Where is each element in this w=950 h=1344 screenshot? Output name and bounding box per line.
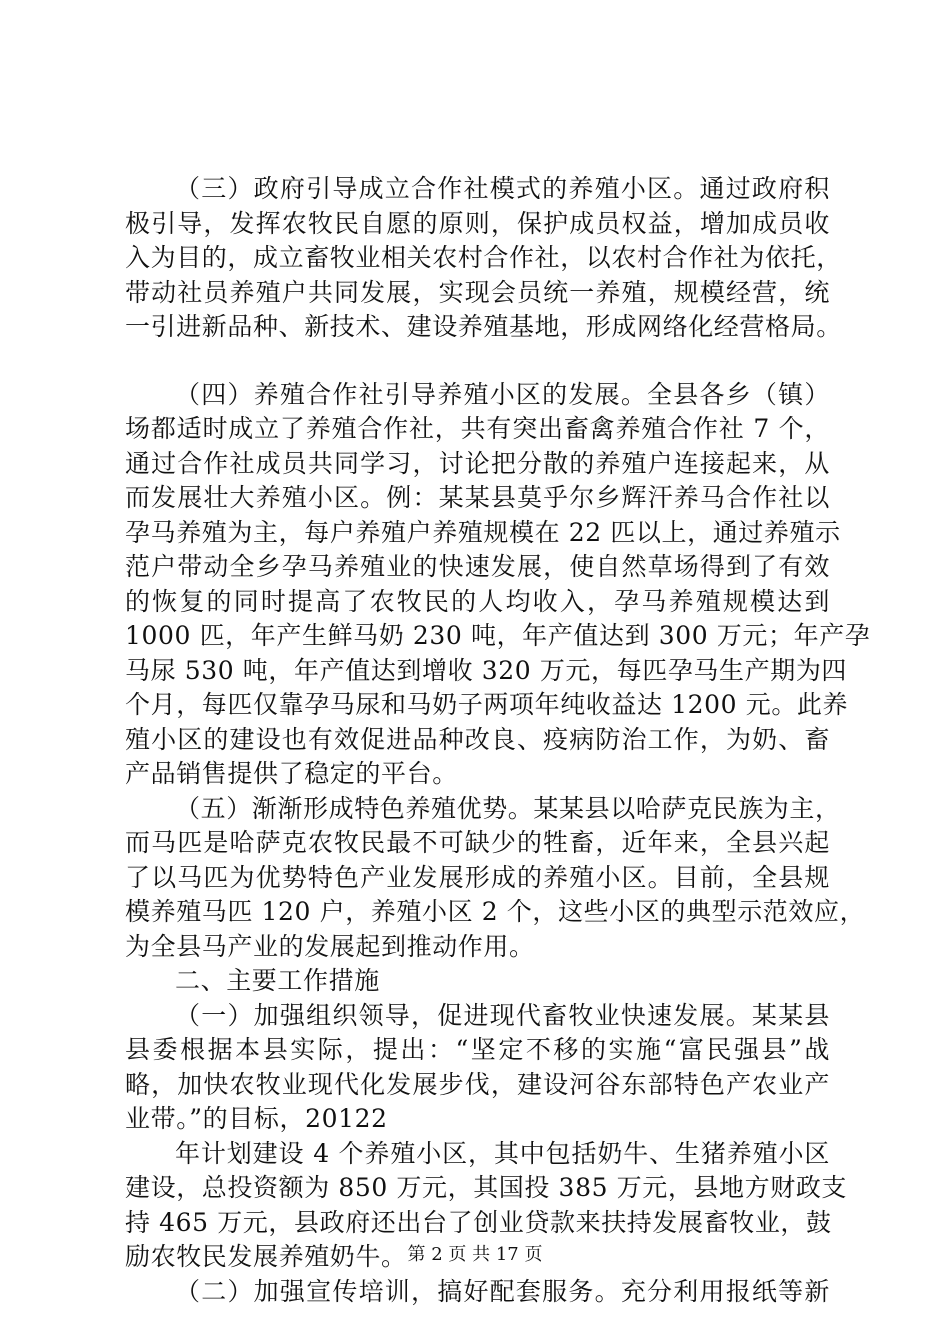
text-line: 模养殖马匹 120 户，养殖小区 2 个，这些小区的典型示范效应，: [125, 897, 866, 926]
text-line: 了以马匹为优势特色产业发展形成的养殖小区。目前，全县规: [125, 862, 830, 892]
text-line: 马尿 530 吨，年产值达到增收 320 万元，每匹孕马生产期为四: [125, 655, 848, 685]
text-line: 略，加快农牧业现代化发展步伐，建设河谷东部特色产农业产: [125, 1069, 830, 1099]
text-line: 入为目的，成立畜牧业相关农村合作社，以农村合作社为依托，: [125, 243, 842, 272]
text-line: 业带。”的目标，20122: [125, 1104, 388, 1133]
text-line: 而马匹是哈萨克农牧民最不可缺少的牲畜，近年来，全县兴起: [125, 828, 830, 857]
text-line: 的恢复的同时提高了农牧民的人均收入，孕马养殖规模达到: [125, 586, 830, 616]
page-footer: 第 2 页 共 17 页: [407, 1244, 543, 1265]
text-line: （二）加强宣传培训，搞好配套服务。充分利用报纸等新: [175, 1276, 830, 1306]
text-line: 一引进新品种、新技术、建设养殖基地，形成网络化经营格局。: [125, 312, 842, 341]
paragraph-gap: [125, 345, 830, 378]
paragraph-section-3: [125, 172, 842, 345]
text-line: 个月，每匹仅靠孕马尿和马奶子两项年纯收益达 1200 元。此养: [125, 690, 849, 719]
paragraph-measure-2: [125, 1275, 830, 1310]
text-line: 通过合作社成员共同学习，讨论把分散的养殖户连接起来，从: [125, 448, 830, 478]
section-heading: 二、主要工作措施: [175, 966, 380, 995]
text-line: （四）养殖合作社引导养殖小区的发展。全县各乡（镇）: [175, 379, 830, 409]
paragraph-measure-1: [125, 999, 830, 1137]
text-line: 为全县马产业的发展起到推动作用。: [125, 931, 535, 961]
document-body: [125, 172, 871, 1309]
text-line: 带动社员养殖户共同发展，实现会员统一养殖，规模经营，统: [125, 277, 830, 307]
text-line: 县委根据本县实际，提出：“坚定不移的实施“富民强县”战: [125, 1035, 830, 1064]
text-line: 孕马养殖为主，每户养殖户养殖规模在 22 匹以上，通过养殖示: [125, 517, 841, 547]
text-line: 极引导，发挥农牧民自愿的原则，保护成员权益，增加成员收: [125, 208, 830, 238]
text-line: （三）政府引导成立合作社模式的养殖小区。通过政府积: [175, 174, 830, 203]
text-line: 场都适时成立了养殖合作社，共有突出畜禽养殖合作社 7 个，: [125, 414, 830, 443]
text-line: 建设，总投资额为 850 万元，其国投 385 万元，县地方财政支: [125, 1173, 848, 1202]
text-line: 1000 匹，年产生鲜马奶 230 吨，年产值达到 300 万元；年产孕: [125, 621, 871, 650]
paragraph-section-5: [125, 792, 866, 965]
paragraph-section-4: [125, 378, 871, 792]
text-line: 产品销售提供了稳定的平台。: [125, 759, 458, 788]
text-line: 范户带动全乡孕马养殖业的快速发展，使自然草场得到了有效: [125, 552, 830, 581]
text-line: 持 465 万元，县政府还出台了创业贷款来扶持发展畜牧业，鼓: [125, 1207, 832, 1237]
text-line: 励农牧民发展养殖奶牛。: [125, 1242, 407, 1271]
text-line: 而发展壮大养殖小区。例：某某县莫乎尔乡辉汗养马合作社以: [125, 483, 830, 512]
text-line: （一）加强组织领导，促进现代畜牧业快速发展。某某县: [175, 1000, 830, 1030]
text-line: （五）渐渐形成特色养殖优势。某某县以哈萨克民族为主，: [175, 793, 841, 823]
text-line: 年计划建设 4 个养殖小区，其中包括奶牛、生猪养殖小区: [175, 1138, 830, 1168]
text-line: 殖小区的建设也有效促进品种改良、疫病防治工作，为奶、畜: [125, 724, 830, 754]
